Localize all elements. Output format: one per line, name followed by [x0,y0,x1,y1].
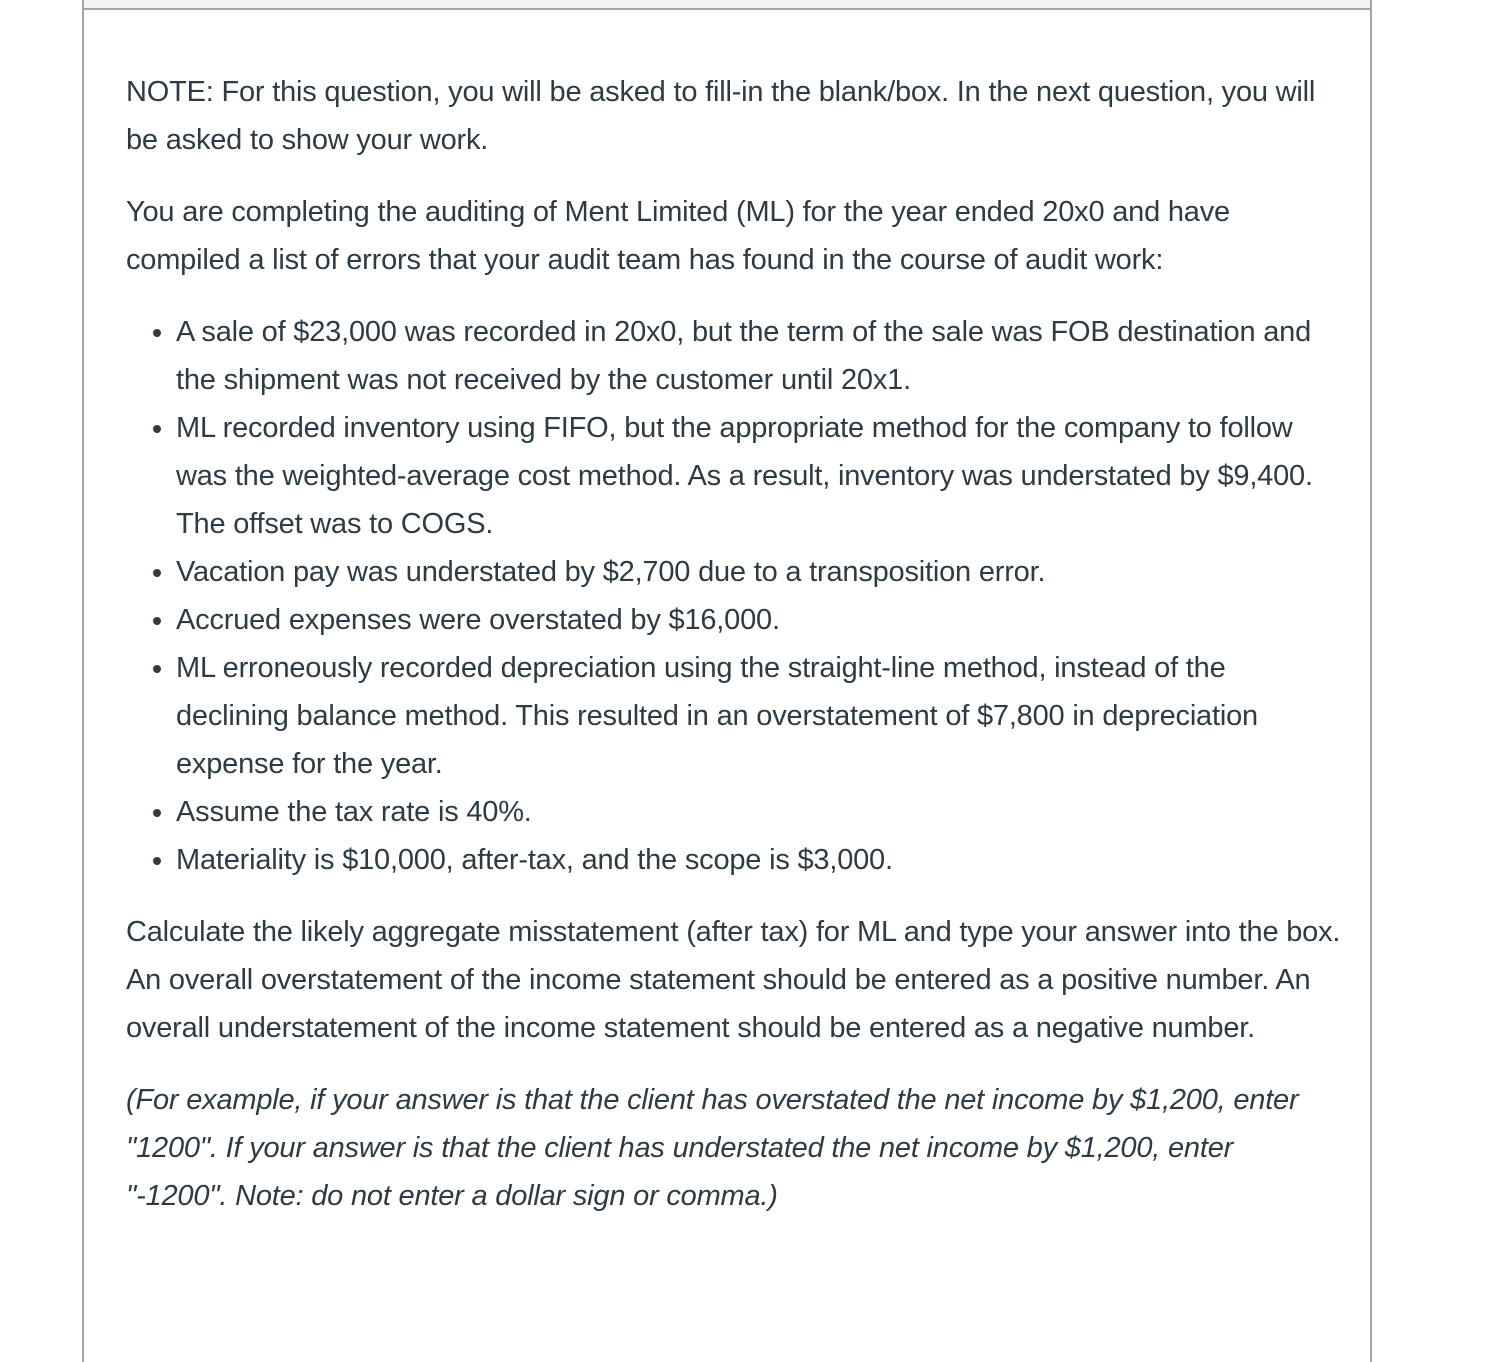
instructions-paragraph: Calculate the likely aggregate misstatement (after tax) for ML and type your answer into the box. An overall overstatement of the income statement should be entered as a positive number. An overall understatement of the income statement should be entered as a negative number. [126,916,1341,1044]
list-item: • Accrued expenses were overstated by $16,000. [176,596,1341,644]
list-item: • Materiality is $10,000, after-tax, and the scope is $3,000. [176,836,1341,884]
list-item: • A sale of $23,000 was recorded in 20x0, but the term of the sale was FOB destination and the shipment was not received by the customer until 20x1. [176,308,1341,404]
list-item: • Vacation pay was understated by $2,700 due to a transposition error. [176,548,1341,596]
note-paragraph: NOTE: For this question, you will be asked to fill-in the blank/box. In the next question, you will be asked to show your work. [126,76,1316,156]
question-text [126,68,1341,1244]
question-panel [82,0,1372,1362]
example-paragraph: (For example, if your answer is that the client has overstated the net income by $1,200, enter "1200". If your answer is that the client has understated the net income by $1,200, enter "-1200". Note: do not enter a dollar sign or comma.) [126,1084,1299,1212]
list-item: • ML erroneously recorded depreciation using the straight-line method, instead of the declining balance method. This resulted in an overstatement of $7,800 in depreciation expense for the year. [176,644,1341,788]
error-list [126,308,1341,884]
list-item: • Assume the tax rate is 40%. [176,788,1341,836]
intro-paragraph: You are completing the auditing of Ment Limited (ML) for the year ended 20x0 and have compiled a list of errors that your audit team has found in the course of audit work: [126,196,1230,276]
question-header [84,0,1370,10]
list-item: • ML recorded inventory using FIFO, but the appropriate method for the company to follow was the weighted-average cost method. As a result, inventory was understated by $9,400. The offset was to COGS. [176,404,1341,548]
